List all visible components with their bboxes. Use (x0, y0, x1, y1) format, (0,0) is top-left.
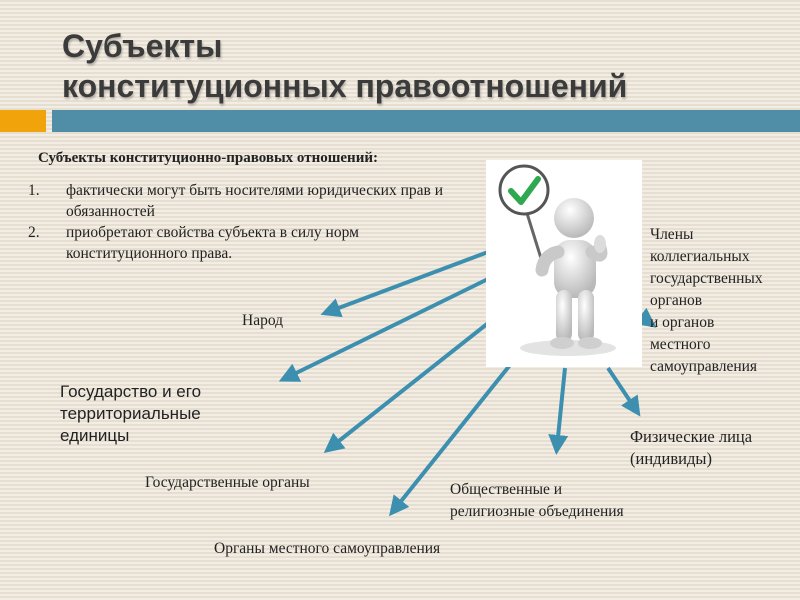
person-holding-checkmark-sign-icon (486, 160, 642, 367)
list-item-text: приобретают свойства субъекта в силу норм конституционного права. (66, 224, 359, 262)
arrow-to-narod (328, 252, 488, 312)
arrow-to-state (286, 278, 490, 378)
label-state: Государство и его территориальные единицы (60, 382, 202, 445)
arrow-to-gov-bodies (330, 320, 492, 448)
list-item-number: 1. (28, 182, 40, 199)
title-line-2: конституционных правоотношений (62, 68, 628, 104)
title-line-1: Субъекты (62, 28, 223, 64)
label-local-bodies: Органы местного самоуправления (214, 540, 441, 557)
illustration-card (486, 160, 642, 367)
label-public-orgs: Общественные и религиозные объединения (450, 481, 624, 520)
list-item-number: 2. (28, 224, 40, 241)
arrow-to-individuals (608, 368, 636, 410)
label-members: Члены коллегиальных государственных органов и органов местного самоуправления (650, 226, 763, 375)
label-gov-bodies: Государственные органы (145, 474, 310, 491)
label-individuals: Физические лица (индивиды) (630, 427, 753, 468)
label-narod: Народ (242, 312, 284, 329)
arrow-to-members (642, 317, 650, 323)
section-heading: Субъекты конституционно-правовых отношений: (38, 150, 378, 166)
list-item-text: фактически могут быть носителями юридических прав и обязанностей (66, 182, 444, 220)
arrow-to-public-orgs (557, 368, 565, 447)
